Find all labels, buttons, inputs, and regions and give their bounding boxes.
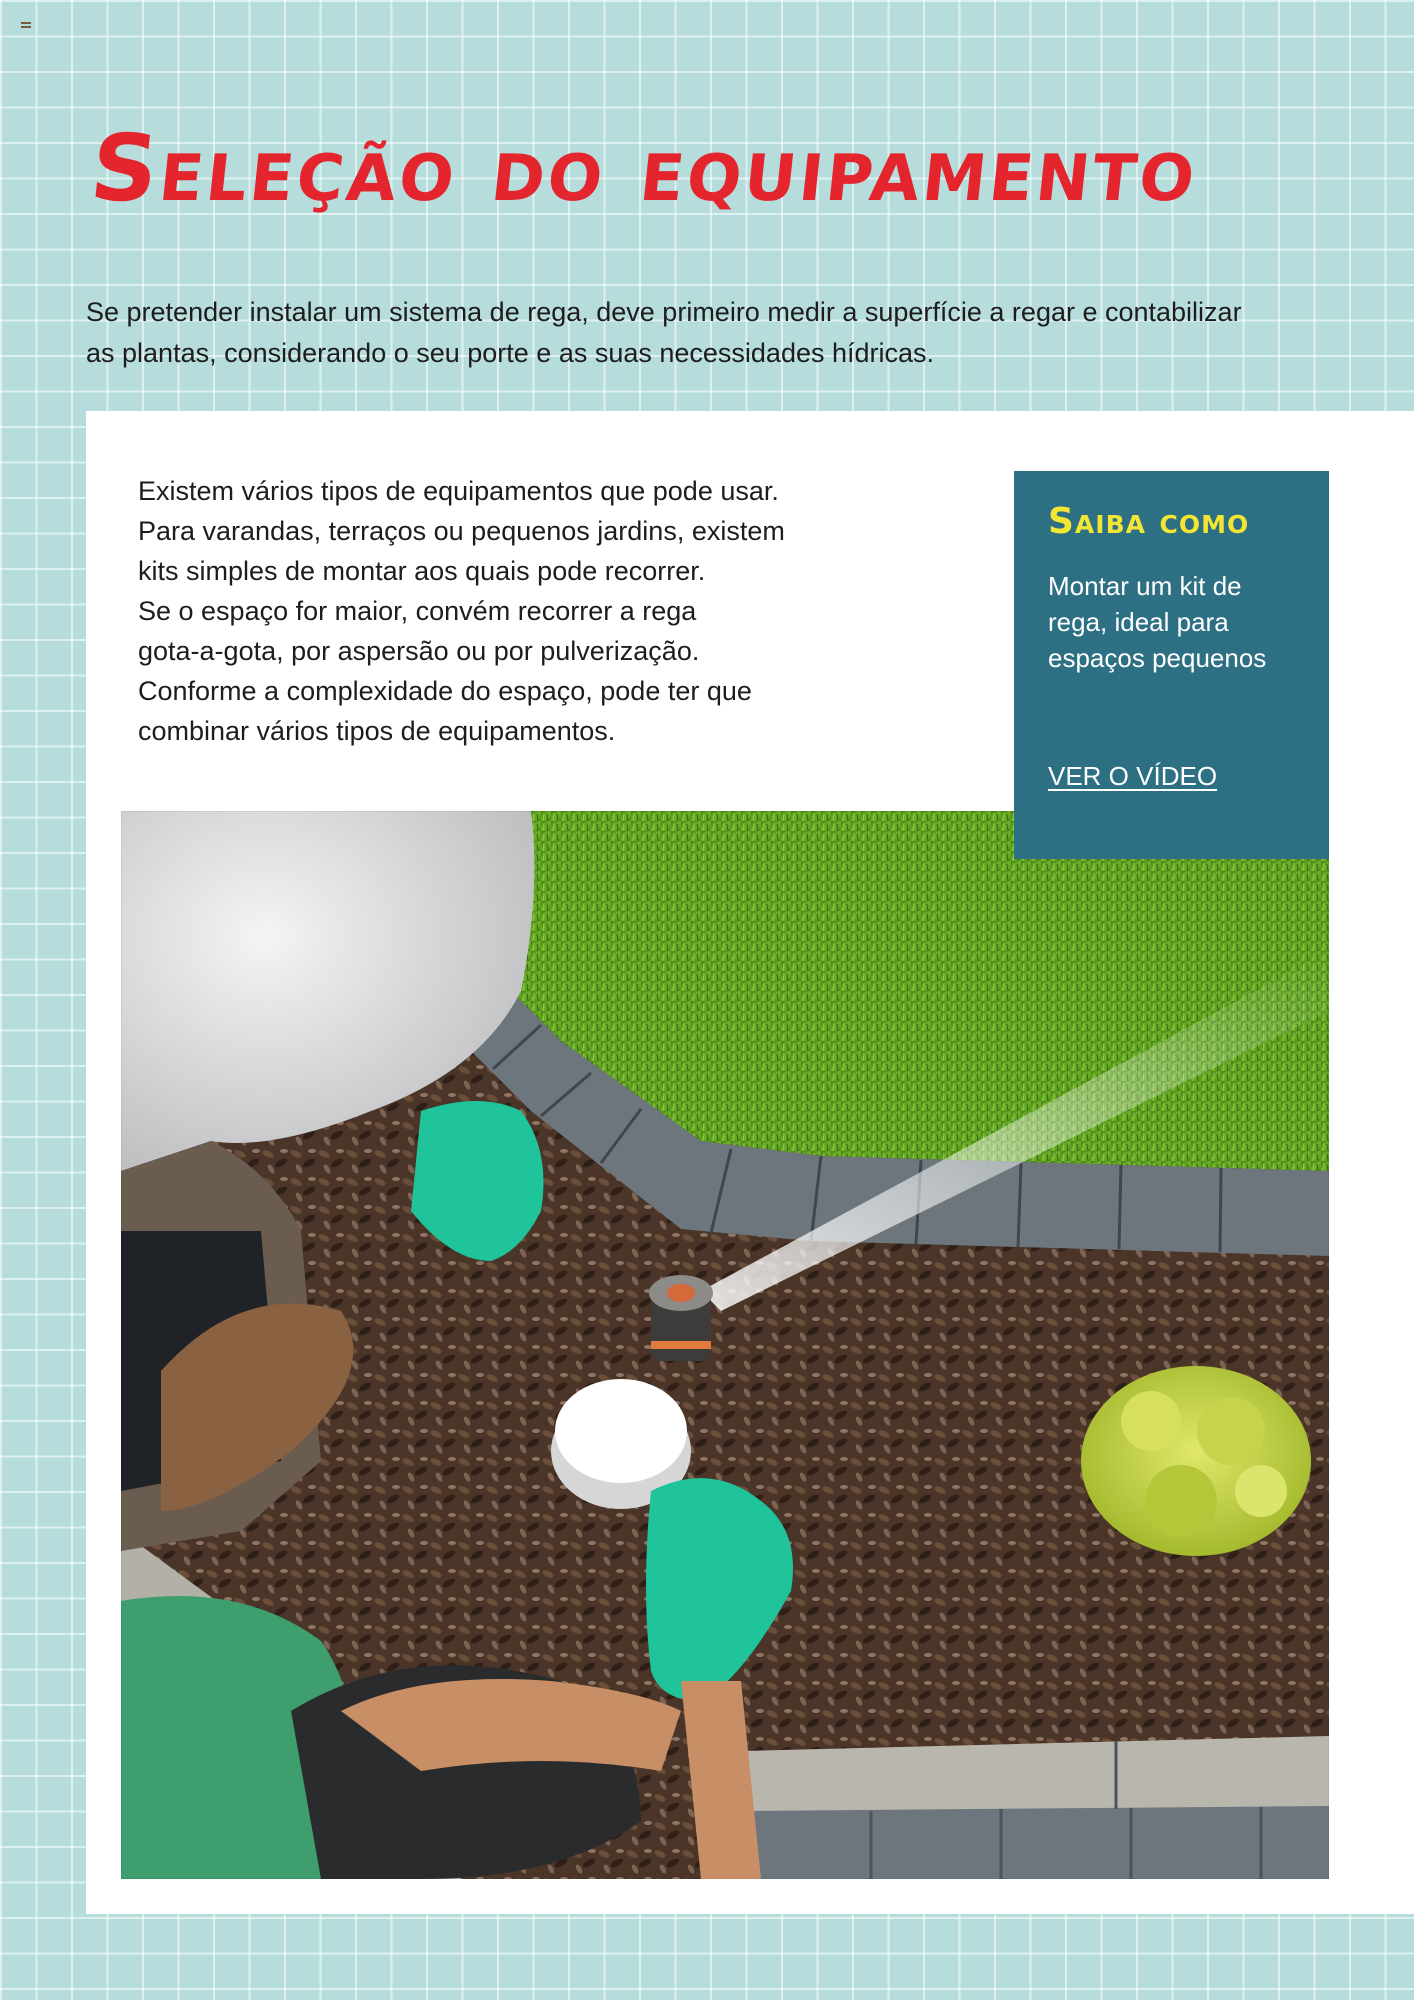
watch-video-link[interactable]: VER O VÍDEO [1048,761,1218,791]
content-card [86,411,1414,1914]
yellow-bush [1081,1366,1311,1556]
body-line: combinar vários tipos de equipamentos. [138,716,616,746]
body-line: gota-a-gota, por aspersão ou por pulverização. [138,636,700,666]
info-box-heading: Saiba como [1048,501,1250,542]
garden-photo-illustration [121,811,1329,1879]
body-line: Para varandas, terraços ou pequenos jardins, existem [138,516,785,546]
corner-mark [21,22,31,28]
body-line: Existem vários tipos de equipamentos que pode usar. [138,476,779,506]
page-title: Seleção do equipamento [85,115,1204,222]
card-body-text [138,471,785,751]
body-line: Conforme a complexidade do espaço, pode ter que [138,676,752,706]
saiba-como-box [1014,471,1329,859]
body-line: kits simples de montar aos quais pode recorrer. [138,556,706,586]
garden-photo [121,811,1329,1879]
intro-paragraph: Se pretender instalar um sistema de rega, deve primeiro medir a superfície a regar e contabilizar as plantas, considerando o seu porte e as suas necessidades hídricas. [86,297,1242,368]
info-box-description: Montar um kit de rega, ideal para espaços pequenos [1048,571,1267,673]
sprinkler-head [649,1275,713,1361]
body-line: Se o espaço for maior, convém recorrer a rega [138,596,697,626]
